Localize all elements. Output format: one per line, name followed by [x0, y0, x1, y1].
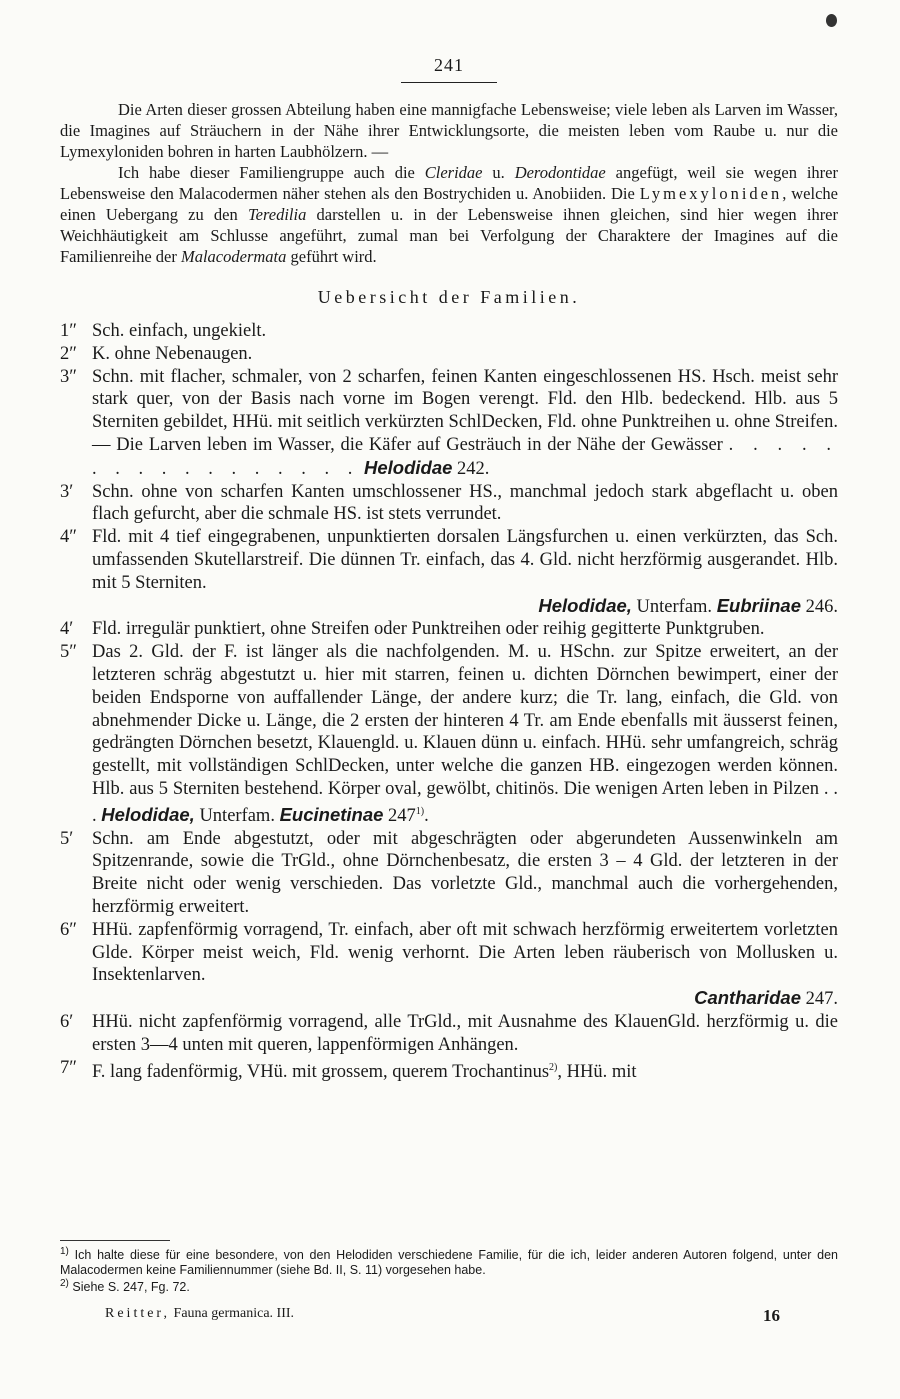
subfamily-name: Eubriinae — [716, 594, 801, 616]
key-number: 1″ — [60, 321, 77, 341]
page-ref: 242. — [452, 458, 490, 479]
key-text: Sch. einfach, ungekielt. — [92, 321, 267, 341]
key-text: Fld. irregulär punktiert, ohne Streifen oder Punktreihen oder reihig gegitterte Punktgruben. — [92, 619, 765, 640]
key-entry-5 — [60, 641, 838, 828]
key-entry-3b — [60, 481, 838, 527]
taxon-lymexyloniden: Lymexyloniden — [639, 184, 783, 203]
section-title: Uebersicht der Familien. — [317, 287, 581, 307]
family-name: Cantharidae — [694, 987, 801, 1009]
footnote-ref: 2) — [549, 1061, 558, 1073]
footnote-rule — [60, 1240, 170, 1241]
family-reference — [92, 987, 838, 1011]
family-name: Helodidae, — [538, 594, 632, 616]
key-entry-4b — [60, 618, 838, 641]
key-number: 6″ — [60, 919, 77, 940]
intro-paragraph-2: Ich habe dieser Familiengruppe auch die Cleridae u. Derodontidae angefügt, weil sie wegen ihrer Lebensweise den Malacodermen näher stehen als den Bostrychiden u. Anobiiden. Die Lymexyloniden, welche einen Uebergang zu den Teredilia darstellen u. in der Lebensweise ihnen gleichen, sind hier wegen ihrer Weichhäutigkeit am Schlusse angeführt, zumal man bei Verfolgung der Charaktere der Imagines auf die Familienreihe der Malacodermata geführt wird. — [60, 163, 839, 266]
subfamily-name: Eucinetinae — [279, 803, 384, 825]
family-reference: Helodidae, Unterfam. Eubriinae 246. — [538, 594, 838, 617]
footnote-mark: 1) — [60, 1246, 69, 1257]
page-footer — [105, 1306, 780, 1326]
key-text: F. lang fadenförmig, VHü. mit grossem, querem Trochantinus$^{2)}$, HHü. mit — [92, 1061, 637, 1082]
signature-mark: 16 — [763, 1306, 780, 1325]
key-text: Schn. am Ende abgestutzt, oder mit abgeschrägten oder abgerundeten Aussenwinkeln am Spitzenrande, sowie die TrGld., ohne Dörnchenbesatz, die ersten 3 – 4 Gld. der letzteren in der Breite nicht oder wenig verschieden. Das vorletzte Gld., manchmal auch die vorhergehenden, herzförmig erweitert. — [92, 828, 838, 918]
page-ref: 247. — [801, 989, 838, 1010]
key-number: 5′ — [60, 828, 74, 849]
key-text: Das 2. Gld. der F. ist länger als die nachfolgenden. M. u. HSchn. zur Spitze erweitert, an der letzteren schräg abgestutzt u. hier mit starren, feinen u. dichten Dörnchen bewimpert, einer der beiden Endsporne von auffallender Länge, der andere kurz; die Tr. lang, einfach, die Gld. von abnehmender Dicke u. Länge, die 2 ersten der hinteren 4 Tr. am Ende ebenfalls mit äusserst feinen, gedrängten Dörnchen besetzt, Klauengld. u. Klauen dünn u. einfach. HHü. sehr umfangreich, schräg gestellt, mit vollständigen SchlDecken, unter welche die ganzen HB. eingezogen werden können. Hlb. aus 5 Sterniten bestehend. Körper oval, gewölbt, chitinös. Die wenigen Arten leben in Pilzen . . . Helodidae, Unterfam. Eucinetinae 247$^{1)}$. — [92, 642, 839, 826]
intro — [60, 99, 838, 267]
key-text: Schn. ohne von scharfen Kanten umschlossener HS., manchmal jedoch stark abgeflacht u. oben flach gefurcht, aber die schmale HS. ist stets verrundet. — [92, 481, 838, 525]
ink-speck — [826, 14, 837, 27]
family-name: Helodidae, — [101, 803, 195, 825]
footnote-2: $^{2)}$ Siehe S. 247, Fg. 72. — [60, 1278, 190, 1295]
key-number: 4′ — [60, 619, 74, 640]
taxon-derodontidae: Derodontidae — [514, 163, 606, 182]
key-entry-2 — [60, 343, 838, 366]
footer-citation: Reitter, Fauna germanica. III. — [105, 1306, 295, 1321]
key-number: 4″ — [60, 527, 77, 548]
leader-dots: . . . — [92, 778, 839, 826]
key-entry-3 — [60, 366, 838, 481]
key-entry-1 — [60, 320, 838, 343]
page-body — [60, 55, 838, 1084]
page-ref: 247 — [383, 805, 416, 826]
key-text: HHü. zapfenförmig vorragend, Tr. einfach, aber oft mit schwach herzförmig erweitertem vorletzten Glde. Körper meist weich, Fld. wenig verhornt. Die Arten leben räuberisch von Mollusken u. Insektenlarven. Cantharidae 247. — [92, 919, 838, 1010]
key-number: 6′ — [60, 1012, 74, 1033]
taxon-malacodermata: Malacodermata — [180, 247, 287, 266]
taxon-cleridae: Cleridae — [424, 163, 483, 182]
key-text: HHü. nicht zapfenförmig vorragend, alle TrGld., mit Ausnahme des KlauenGld. herzförmig u. die ersten 3—4 unten mit queren, lappenförmigen Anhängen. — [92, 1012, 838, 1055]
taxon-teredilia: Teredilia — [247, 205, 307, 224]
key-number: 2″ — [60, 343, 77, 364]
footnotes — [60, 1240, 838, 1295]
key-number: 7″ — [60, 1057, 77, 1078]
key-number: 3′ — [60, 481, 74, 502]
footnote-ref: 1) — [415, 805, 425, 817]
key-entry-7 — [60, 1057, 838, 1084]
header-rule — [401, 82, 497, 83]
key-text: K. ohne Nebenaugen. — [92, 343, 253, 364]
key-entry-6 — [60, 919, 838, 1011]
key-entry-4 — [60, 526, 838, 618]
key-number: 5″ — [60, 642, 77, 663]
footnote-mark: 2) — [60, 1278, 69, 1290]
footnote-1: $^{1)}$ Ich halte diese für eine besondere, von den Helodiden verschiedene Familie, für die ich, leider anderen Autoren folgend, unter den Malacodermen keine Familiennummer (siehe Bd. II, S. 11) vorgesehen habe. — [60, 1246, 838, 1277]
determination-key — [60, 320, 838, 1084]
intro-paragraph-1: Die Arten dieser grossen Abteilung haben eine mannigfache Lebensweise; viele leben als Larven im Wasser, die Imagines auf Sträuchern in der Nähe ihrer Entwicklungsorte, die meisten leben vom Raube u. nur die Lymexyloniden bohren in harten Laubhölzern. — — [60, 100, 838, 161]
page-ref: 246. — [801, 596, 838, 617]
key-text: Fld. mit 4 tief eingegrabenen, unpunktierten dorsalen Längsfurchen u. einen verkürzten, das Sch. umfassenden Skutellarstreif. Die dünnen Tr. einfach, das 4. Gld. nicht herzförmig ausgerandet. Hlb. mit 5 Sterniten. Helodidae, Unterfam. Eubriinae 246. — [92, 527, 838, 617]
key-entry-6b — [60, 1011, 838, 1057]
family-name: Helodidae — [364, 456, 453, 478]
key-text: Schn. mit flacher, schmaler, von 2 scharfen, feinen Kanten eingeschlossenen HS. Hsch. meist sehr stark quer, von der Basis nach vorne im Bogen verengt. Fld. den Hlb. bedeckend. Hlb. aus 5 Sterniten gebildet, HHü. mit seitlich verkürzten SchlDecken, Fld. ohne Punktreihen u. ohne Streifen. — Die Larven leben im Wasser, die Käfer auf Gesträuch in der Nähe der Gewässer . . . . . . . . . . . . . . . . . Helodidae 242. — [92, 366, 839, 479]
page-number: 241 — [434, 55, 464, 75]
key-number: 3″ — [60, 366, 77, 387]
key-entry-5b — [60, 828, 838, 919]
leader-dots: . . . . . . . . . . . . . . . . . — [92, 434, 839, 479]
